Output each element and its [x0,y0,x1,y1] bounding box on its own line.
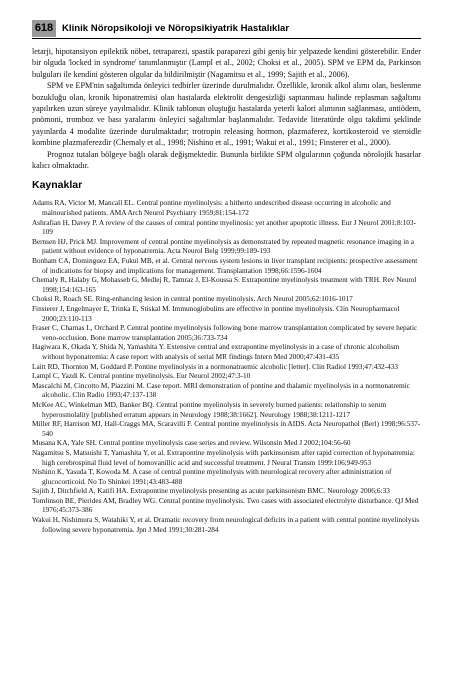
reference-list [32,198,421,534]
body-paragraph: SPM ve EPM'nin sağaltımda önleyici tedbirler üzerinde durulmalıdır. Özellikle, kronik alkol alımı olan, beslenme bozukluğu olan, kronik hiponatremisi olan hastalarda elektrolit dengesizliği saptanması halinde replasman sağaltımı yapılırken uzun süreye yayılmalıdır. Klinik tablonun oluştuğu hastalarda yeterli kalori alımının sağlanması, antiödem, pnömoni, tromboz ve bası yaralarını önleyici sağaltımlar başlanmalıdır. Tedavide literatürde olgu takdimi şeklinde yayınlarda 4 modalite üzerinde durulmaktadır; trotropin releasing hormon, plazmaferez, kortikosteroid ve steroidle kombine plazmaferezdir (Chemaly et al., 1998; Nishino et al., 1991; Wakui et al., 1991; Finsterer et al., 2000). [32,81,421,148]
reference-item: Miller RF, Harrison MJ, Hall-Craggs MA, Scaravilli F. Central pontine myelinolysis in AIDS. Acta Neuropathol (Berl) 1998;96:537-540 [32,419,421,438]
reference-item: Bernsen HJ, Prick MJ. Improvement of central pontine myelinolysis as demonstrated by repeated magnetic resonance imaging in a patient without evidence of hyponatremia. Acta Neurol Belg 1999;99:189-193 [32,236,414,256]
reference-item: Fraser C, Charnas L, Orchard P. Central pontine myelinolysis following bone marrow transplantation complicated by severe hepatic veno-occlusion. Bone marrow transplantation 2005;36:733-734 [32,323,418,342]
reference-item: Hagiwara K, Okada Y, Shida N, Yamashita Y. Extensive central and extrapontine myelinolysis in a case of chronic alcoholism without hyponatremia: A case report with analysis of serial MR findings Intern Med 2000;47:431-435 [32,342,400,361]
page-number: 618 [32,20,56,37]
page-header [32,20,421,39]
body-paragraph: Prognoz tutalan bölgeye bağlı olarak değişmektedir. Bununla birlikte SPM olgularının çoğunda nörolojik hasarlar kalıcı olmaktadır. [32,149,421,171]
running-title: Klinik Nöropsikoloji ve Nöropsikiyatrik Hastalıklar [62,23,290,34]
page-body [32,46,421,534]
reference-item: Finsterer J, Engelmayer E, Trinka E, Stiskal M. Immunoglobulins are effective in pontine myelinolysis. Clin Neuropharmacol 2000;23:110-113 [32,304,400,323]
reference-item: Chemaly R, Halaby G, Mohasseb G, Medlej R, Tamraz J, El-Koussa S. Extrapontine myelinolysis treatment with TRH. Rev Neurol 1998;154:163-165 [32,275,417,294]
reference-item: Musana KA, Yale SH. Central pontine myelinolysis case series and review. Wilsonsin Med J 2002;104:56-60 [32,438,351,448]
reference-item: Lampl C, Yazdi K. Central pontine myelinolysis. Eur Neurol 2002;47:3-10 [32,371,251,381]
reference-item: McKee AC, Winkelman MD, Banker BQ. Central pontine myelinolysis in severely burned patients: relationship to serum hyperosmolality [published erratum appears in Neurology 1988;38:1662]. Neurology 1988;38:1211-1217 [32,399,387,419]
reference-item: Mascalchi M, Cincotto M, Piazzini M. Case report. MRI demonstration of pontine and thalamic myelinolysis in a normonatremic alcoholic. Clin Radio 1993;47:137-138 [32,380,410,400]
reference-item: Bonham CA, Dominguez EA, Fukui MB, et al. Central nervous system lesions in liver transplant recipients: prospective assessment of indications for biopsy and implications for management. Transplantation 1998;66:1596-1604 [32,256,418,275]
reference-item: Nishino K, Yasuda T, Kowoda M. A case of central pontine myelinolysis with neurological recovery after administration of glucocorticoid. No To Shinkei 1991;43:483-488 [32,467,392,486]
reference-item: Choksi R, Roach SE. Ring-enhancing lesion in central pontine myelinolysis. Arch Neurol 2005;62:1016-1017 [32,294,353,304]
body-paragraph: letarji, hipotansiyon epilektik nöbet, tetraparezi, spastik paraparezi gibi geniş bir yelpazede kendini gösterebilir. Ender bir olguda 'locked in syndrome' tanımlanmıştır (Lampl et al., 2002; Choksi et al., 2005). SPM ve EPM da, Parkinson bulguları ile kendini gösteren olgular da bildirilmiştir (Nagamitsu et al., 1999; Sajith et al., 2006). [32,47,421,79]
reference-item: Laitt RD, Thornton M, Goddard P. Pontine myelinolysis in a normonatraemic alcoholic [letter]. Clin Radiol 1993;47:432-433 [32,361,399,371]
reference-item: Nagamitsu S, Matsuishi T, Yamashita Y, et al. Extrapontine myelinolysis with parkinsonism after rapid correction of hyponatremia: high cerebrospinal fluid level of homovanillic acid and successful treatment. J Neural Transm 1999:106;949-953 [32,447,415,467]
reference-item: Sajith J, Ditchfield A, Katifi HA. Extrapontine myelinolysis presenting as acute parkinsonism BMC. Neurology 2006;6:33 [32,486,390,496]
reference-item: Wakui H, Nishimura S, Watahiki Y, et al. Dramatic recovery from neurological deficits in a patient with central pontine myelinolysis following severe hyponatremia. Jpn J Med 1991;30:281-284 [32,515,420,534]
reference-item: Tomlinson BE, Pierides AM, Bradley WG. Central pontine myelinolysis. Two cases with associated electrolyte disturbance. QJ Med 1976;45:373-386 [32,495,419,515]
section-title-references: Kaynaklar [32,179,83,192]
reference-item: Ashrafian H, Davey P. A review of the causes of central pontine myelinosis: yet another apoptotic illness. Eur J Neurol 2001;8:103-109 [32,217,417,237]
reference-item: Adams RA, Victor M, Mancall EL. Central pontine myelinolysis: a hitherto undescribed disease occurring in alcoholic and malnourished patients. AMA Arch Neurol Psychiatry 1959;81:154-172 [32,198,391,218]
